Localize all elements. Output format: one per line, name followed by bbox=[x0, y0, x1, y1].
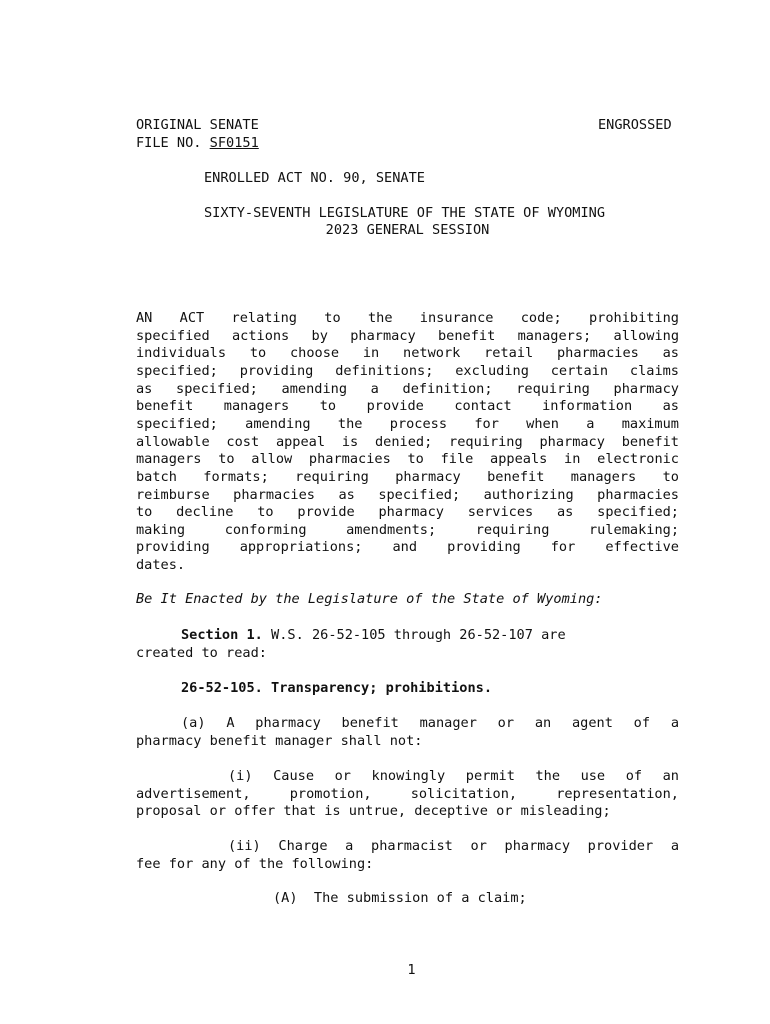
sub-a-line1: (a) A pharmacy benefit manager or an agent of a bbox=[181, 715, 679, 731]
act-title-line: providing appropriations; and providing for effective bbox=[136, 539, 679, 556]
act-title-line: benefit managers to provide contact information as bbox=[136, 398, 679, 415]
enacting-clause: Be It Enacted by the Legislature of the State of Wyoming: bbox=[136, 591, 603, 607]
sub-ii-line2: fee for any of the following: bbox=[136, 856, 374, 872]
header-file-no bbox=[136, 135, 259, 153]
header-engrossed: ENGROSSED bbox=[598, 117, 672, 133]
sub-ii-line1: (ii) Charge a pharmacist or pharmacy provider a bbox=[228, 838, 679, 854]
legislature-title: SIXTY-SEVENTH LEGISLATURE OF THE STATE OF WYOMING bbox=[204, 205, 606, 221]
act-title-line: to decline to provide pharmacy services as specified; bbox=[136, 504, 679, 521]
act-title-line: batch formats; requiring pharmacy benefit managers to bbox=[136, 468, 679, 485]
page-number: 1 bbox=[407, 962, 416, 978]
section-1-label: Section 1. bbox=[181, 627, 263, 643]
session-title: 2023 GENERAL SESSION bbox=[325, 222, 490, 238]
act-title-line: allowable cost appeal is denied; requiring pharmacy benefit bbox=[136, 433, 679, 450]
file-no-link: SF0151 bbox=[209, 135, 259, 151]
statute-heading: 26-52-105. Transparency; prohibitions. bbox=[181, 680, 492, 696]
sub-a-line2: pharmacy benefit manager shall not: bbox=[136, 733, 423, 749]
section-1-line1 bbox=[136, 627, 679, 645]
act-title-line: reimburse pharmacies as specified; authorizing pharmacies bbox=[136, 486, 679, 503]
act-title-line: specified; providing definitions; excluding certain claims bbox=[136, 362, 679, 379]
act-title-line: AN ACT relating to the insurance code; prohibiting bbox=[136, 310, 679, 326]
section-1-text: W.S. 26-52-105 through 26-52-107 are bbox=[271, 627, 566, 643]
act-title-line: specified actions by pharmacy benefit managers; allowing bbox=[136, 327, 679, 344]
sub-i-line1: (i) Cause or knowingly permit the use of an bbox=[228, 768, 679, 784]
sub-i-line3: proposal or offer that is untrue, deceptive or misleading; bbox=[136, 803, 611, 819]
act-title-line: individuals to choose in network retail pharmacies as bbox=[136, 345, 679, 362]
act-title-line: specified; amending the process for when a maximum bbox=[136, 415, 679, 432]
act-title-line: managers to allow pharmacies to file appeals in electronic bbox=[136, 451, 679, 468]
act-title-line: dates. bbox=[136, 557, 186, 574]
act-title-line: as specified; amending a definition; requiring pharmacy bbox=[136, 380, 679, 397]
act-title-line: making conforming amendments; requiring rulemaking; bbox=[136, 521, 679, 538]
enrolled-act-title: ENROLLED ACT NO. 90, SENATE bbox=[204, 170, 425, 186]
sub-i-line2: advertisement, promotion, solicitation, representation, bbox=[136, 786, 679, 802]
section-1-line2: created to read: bbox=[136, 645, 267, 661]
sub-A-line: (A) The submission of a claim; bbox=[273, 890, 527, 906]
file-no-prefix: FILE NO. bbox=[136, 135, 210, 151]
header-original-senate: ORIGINAL SENATE bbox=[136, 117, 259, 133]
